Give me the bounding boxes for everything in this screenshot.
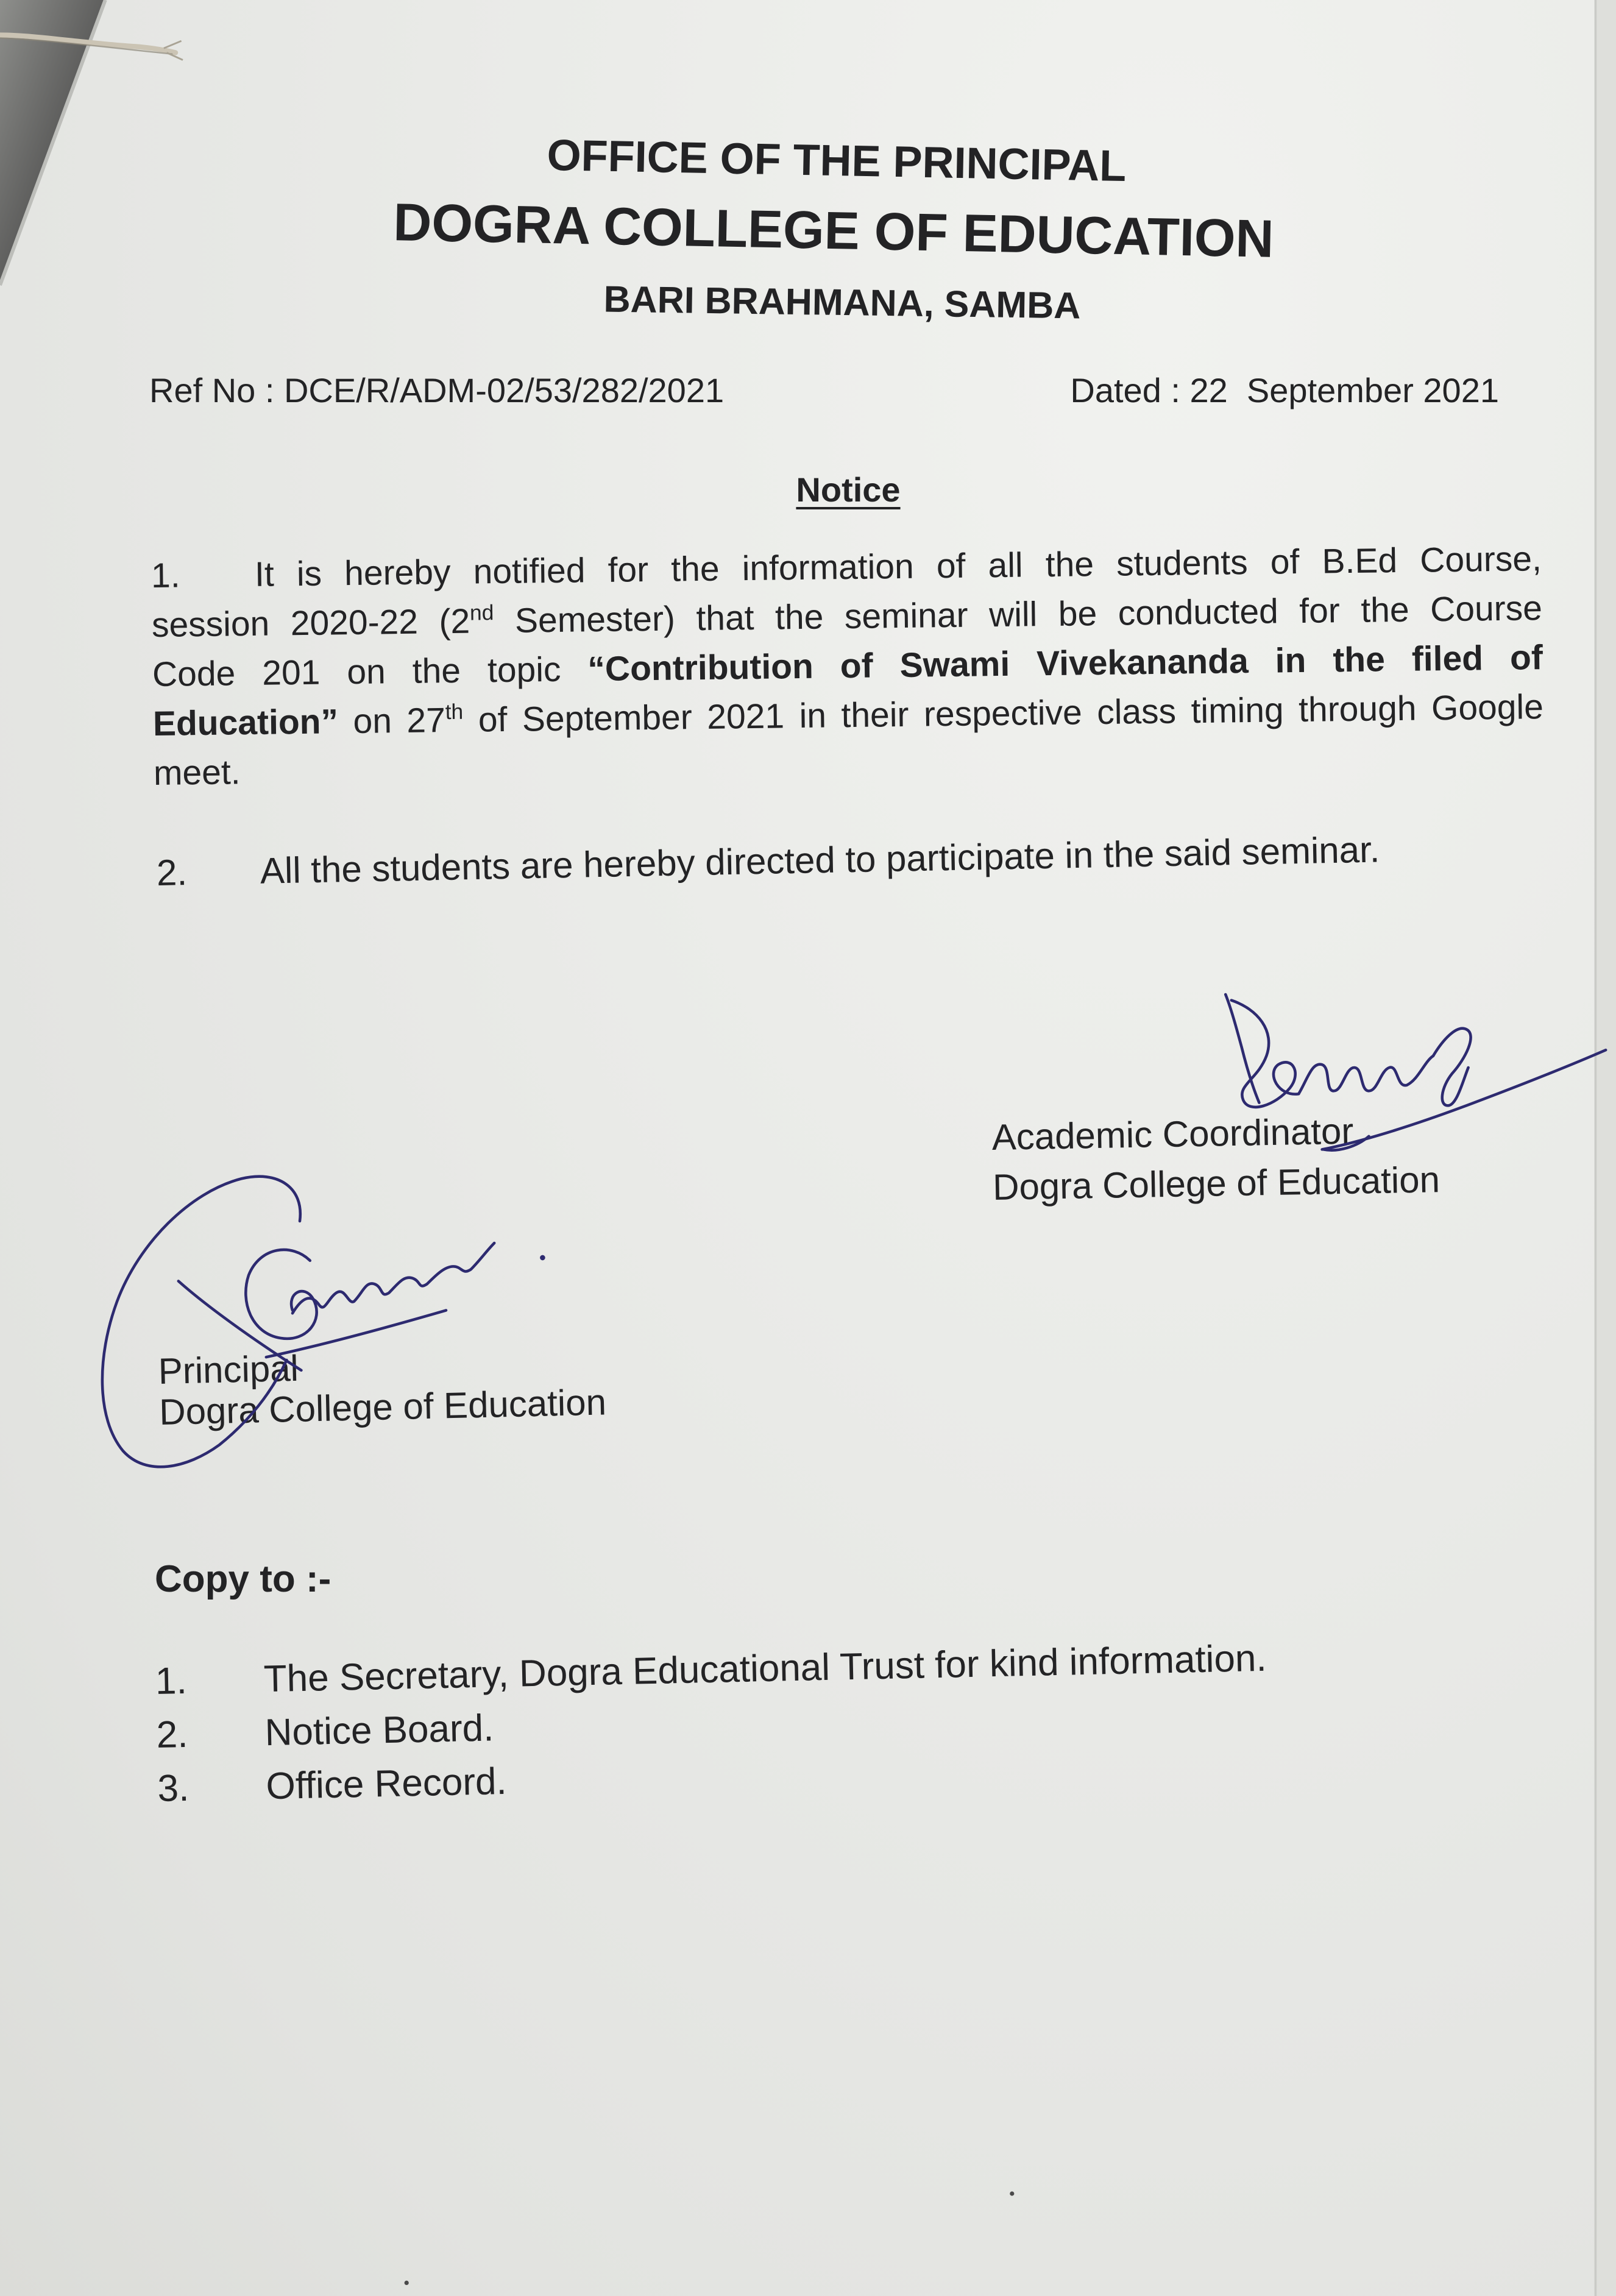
reference-number: Ref No : DCE/R/ADM-02/53/282/2021 [149, 371, 725, 409]
signatory-institution: Dogra College of Education [158, 1381, 607, 1433]
list-text: The Secretary, Dogra Educational Trust for kind information. [263, 1637, 1267, 1701]
paper-edge [0, 0, 105, 285]
right-paper-edge [1595, 0, 1616, 2296]
office-heading: OFFICE OF THE PRINCIPAL [546, 130, 1127, 191]
list-number: 1. [155, 1659, 188, 1703]
seminar-topic: Education” [152, 702, 339, 743]
copy-to-list [155, 1632, 1269, 1816]
list-text: Office Record. [265, 1760, 508, 1808]
speck [1010, 2191, 1014, 2195]
speck [405, 2281, 409, 2285]
superscript: th [445, 700, 464, 724]
point-text: Semester) that the seminar will be conducted for the Course [494, 589, 1543, 641]
superscript: nd [469, 600, 494, 625]
point-text: of September 2021 in their respective class timing through Google [462, 687, 1544, 740]
point-number: 2. [156, 852, 188, 893]
corner-shadow [0, 0, 105, 285]
college-name: DOGRA COLLEGE OF EDUCATION [392, 193, 1275, 269]
point-number: 1. [151, 556, 180, 596]
date: Dated : 22 September 2021 [1070, 371, 1499, 409]
notice-title: Notice [796, 470, 901, 509]
point-text: session 2020-22 (2 [151, 601, 470, 645]
notice-point-2 [156, 824, 1380, 898]
coordinator-signatory [991, 1105, 1441, 1213]
point-text: meet. [153, 753, 241, 793]
point-line [156, 824, 1380, 898]
point-text: All the students are hereby directed to participate in the said seminar. [260, 829, 1380, 891]
reference-line [149, 370, 1499, 411]
list-number: 3. [157, 1766, 190, 1810]
point-text: It is hereby notified for the information of all the students of B.Ed Course, [254, 539, 1542, 594]
point-text: on 27 [338, 701, 446, 742]
signatory-institution: Dogra College of Education [992, 1159, 1441, 1208]
signatory-role: Principal [158, 1347, 299, 1392]
principal-signatory [158, 1341, 607, 1433]
list-text: Notice Board. [264, 1707, 494, 1754]
college-address: BARI BRAHMANA, SAMBA [603, 278, 1081, 327]
signatory-role: Academic Coordinator [991, 1110, 1354, 1158]
notice-point-1 [151, 534, 1545, 798]
copy-to-heading: Copy to :- [155, 1558, 331, 1600]
seminar-topic: “Contribution of Swami Vivekananda in the filed of [587, 638, 1543, 689]
list-number: 2. [156, 1713, 189, 1756]
point-text: Code 201 on the topic [152, 650, 588, 694]
thread [0, 35, 183, 60]
